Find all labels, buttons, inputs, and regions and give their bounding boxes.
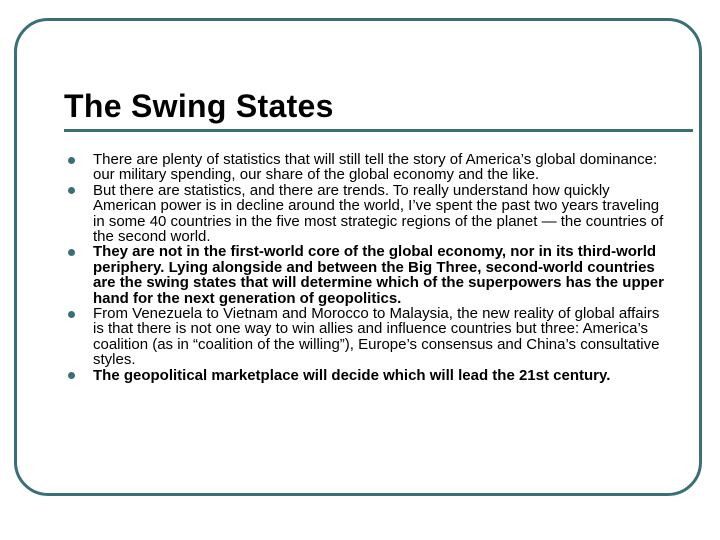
bullet-text: They are not in the first-world core of the global economy, nor in its third-world periphery. Lying alongside and between the Big Three, second-world countries are the swing states that will determine which of the superpowers has the upper hand for the next generation of geopolitics. <box>93 243 664 307</box>
bullet-list <box>64 152 666 383</box>
bullet-item <box>64 183 666 245</box>
bullet-icon <box>68 311 75 318</box>
bullet-text: From Venezuela to Vietnam and Morocco to Malaysia, the new reality of global affairs is that there is not one way to win allies and influence countries but three: America’s coalition (as in “coalition of the willing”), Europe’s consensus and China’s consultative styles. <box>93 305 660 369</box>
bullet-text: There are plenty of statistics that will still tell the story of America’s global dominance: our military spending, our share of the global economy and the like. <box>93 151 658 184</box>
bullet-item <box>64 152 666 183</box>
bullet-icon <box>68 157 75 164</box>
bullet-item <box>64 368 666 383</box>
bullet-text: The geopolitical marketplace will decide which will lead the 21st century. <box>93 366 611 384</box>
bullet-icon <box>68 187 75 194</box>
bullet-text: But there are statistics, and there are trends. To really understand how quickly American power is in decline around the world, I’ve spent the past two years traveling in some 40 countries in the five most strategic regions of the planet — the countries of the second world. <box>93 181 664 246</box>
bullet-item <box>64 244 666 306</box>
bullet-icon <box>68 372 75 379</box>
title-underline <box>64 129 693 132</box>
bullet-item <box>64 306 666 368</box>
bullet-icon <box>68 249 75 256</box>
slide-title: The Swing States <box>64 88 334 124</box>
